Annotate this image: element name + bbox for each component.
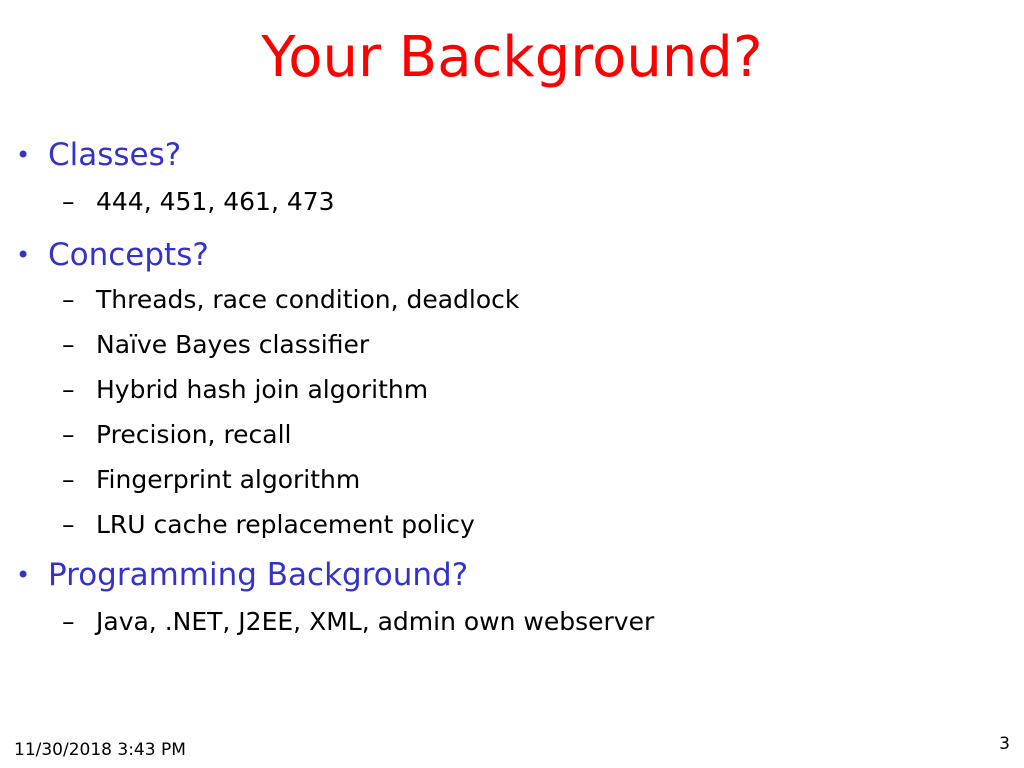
sub-marker: – (62, 420, 75, 449)
bullet-marker: • (16, 241, 31, 269)
sub-item-precision-recall (62, 417, 292, 453)
sub-marker: – (62, 607, 75, 636)
sub-item-threads (62, 282, 519, 318)
bullet-marker: • (16, 561, 31, 589)
sub-item-text: Hybrid hash join algorithm (96, 375, 429, 404)
bullet-concepts (16, 232, 209, 278)
sub-item-classes-list (62, 184, 335, 220)
bullet-classes (16, 132, 181, 178)
sub-item-text: LRU cache replacement policy (96, 510, 475, 539)
sub-item-text: Threads, race condition, deadlock (96, 285, 520, 314)
sub-marker: – (62, 375, 75, 404)
slide-title: Your Background? (261, 25, 763, 90)
sub-item-hybrid-hash-join (62, 372, 428, 408)
sub-item-text: Naïve Bayes classifier (96, 330, 370, 359)
sub-item-fingerprint (62, 462, 360, 498)
bullet-label: Programming Background? (48, 557, 469, 593)
sub-item-text: 444, 451, 461, 473 (96, 187, 335, 216)
sub-marker: – (62, 465, 75, 494)
bullet-label: Concepts? (48, 237, 209, 273)
sub-marker: – (62, 187, 75, 216)
sub-marker: – (62, 285, 75, 314)
sub-item-text: Fingerprint algorithm (96, 465, 361, 494)
sub-item-lru-cache (62, 507, 475, 543)
bullet-label: Classes? (48, 137, 182, 173)
bullet-programming-background (16, 552, 468, 598)
sub-item-naive-bayes (62, 327, 369, 363)
sub-item-languages (62, 604, 654, 640)
bullet-marker: • (16, 141, 31, 169)
footer-date: 11/30/2018 3:43 PM (14, 740, 186, 760)
page-number: 3 (999, 734, 1010, 754)
sub-item-text: Precision, recall (96, 420, 292, 449)
sub-item-text: Java, .NET, J2EE, XML, admin own webserver (96, 607, 655, 636)
sub-marker: – (62, 510, 75, 539)
sub-marker: – (62, 330, 75, 359)
